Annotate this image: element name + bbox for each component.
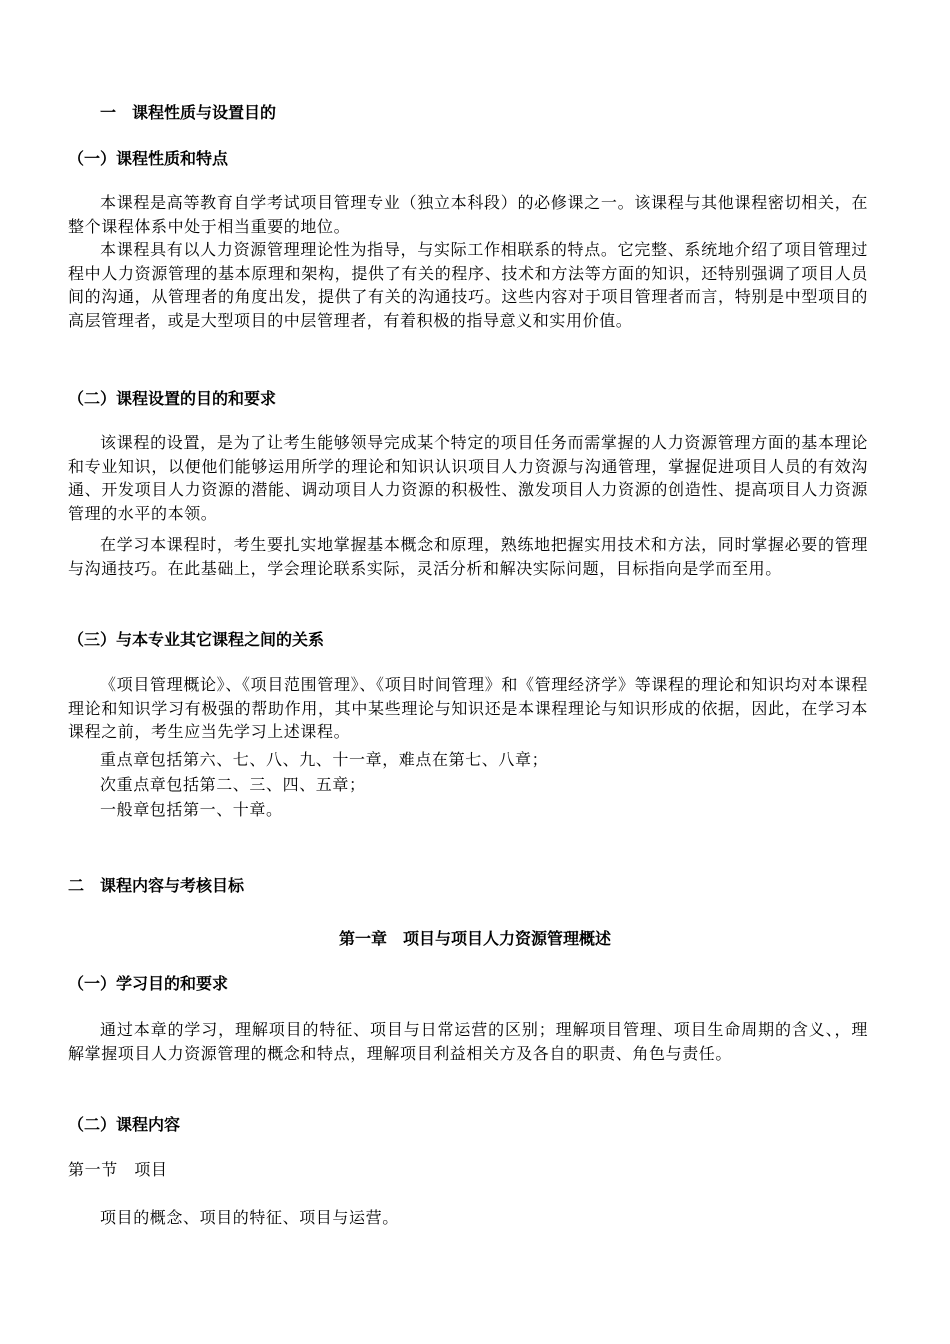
chapter-1-title: 第一章 项目与项目人力资源管理概述: [338, 929, 611, 948]
subsection-course-nature-heading: （一）课程性质和特点: [68, 149, 229, 168]
paragraph-course-purpose-2: 在学习本课程时，考生要扎实地掌握基本概念和原理，熟练地把握实用技术和方法，同时掌握必要的管理与沟通技巧。在此基础上，学会理论联系实际，灵活分析和解决实际问题，目标指向是学而至用。: [68, 535, 868, 578]
general-chapters-line: 一般章包括第一、十章。: [100, 800, 283, 819]
section-2-heading: 二 课程内容与考核目标: [68, 876, 245, 895]
subsection-course-purpose-heading: （二）课程设置的目的和要求: [68, 389, 277, 408]
subsection-course-relations-heading: （三）与本专业其它课程之间的关系: [68, 630, 325, 649]
section-1-heading: 一 课程性质与设置目的: [100, 103, 277, 122]
subsection-course-content-heading: （二）课程内容: [68, 1115, 181, 1134]
paragraph-course-nature-2: 本课程具有以人力资源管理理论性为指导，与实际工作相联系的特点。它完整、系统地介绍了项目管理过程中人力资源管理的基本原理和架构，提供了有关的程序、技术和方法等方面的知识，还特别强调了项目人员间的沟通，从管理者的角度出发，提供了有关的沟通技巧。这些内容对于项目管理者而言，特别是中型项目的高层管理者，或是大型项目的中层管理者，有着积极的指导意义和实用价值。: [68, 240, 868, 330]
paragraph-course-nature-1: 本课程是高等教育自学考试项目管理专业（独立本科段）的必修课之一。该课程与其他课程密切相关，在整个课程体系中处于相当重要的地位。: [68, 193, 868, 236]
paragraph-learning-goals: 通过本章的学习，理解项目的特征、项目与日常运营的区别；理解项目管理、项目生命周期的含义、，理解掌握项目人力资源管理的概念和特点，理解项目利益相关方及各自的职责、角色与责任。: [68, 1020, 868, 1063]
paragraph-course-purpose-1: 该课程的设置，是为了让考生能够领导完成某个特定的项目任务而需掌握的人力资源管理方面的基本理论和专业知识，以便他们能够运用所学的理论和知识认识项目人力资源与沟通管理，掌握促进项目人员的有效沟通、开发项目人力资源的潜能、调动项目人力资源的积极性、激发项目人力资源的创造性、提高项目人力资源管理的水平的本领。: [68, 433, 868, 523]
secondary-chapters-line: 次重点章包括第二、三、四、五章；: [100, 775, 366, 794]
key-chapters-line: 重点章包括第六、七、八、九、十一章，难点在第七、八章；: [100, 750, 549, 769]
subsection-learning-goals-heading: （一）学习目的和要求: [68, 974, 229, 993]
paragraph-section-1-content: 项目的概念、项目的特征、项目与运营。: [100, 1208, 399, 1227]
section-1-label: 第一节 项目: [68, 1160, 168, 1179]
paragraph-course-relations: 《项目管理概论》、《项目范围管理》、《项目时间管理》和《管理经济学》等课程的理论和知识均对本课程理论和知识学习有极强的帮助作用，其中某些理论与知识还是本课程理论与知识形成的依据，因此，在学习本课程之前，考生应当先学习上述课程。: [68, 675, 868, 741]
